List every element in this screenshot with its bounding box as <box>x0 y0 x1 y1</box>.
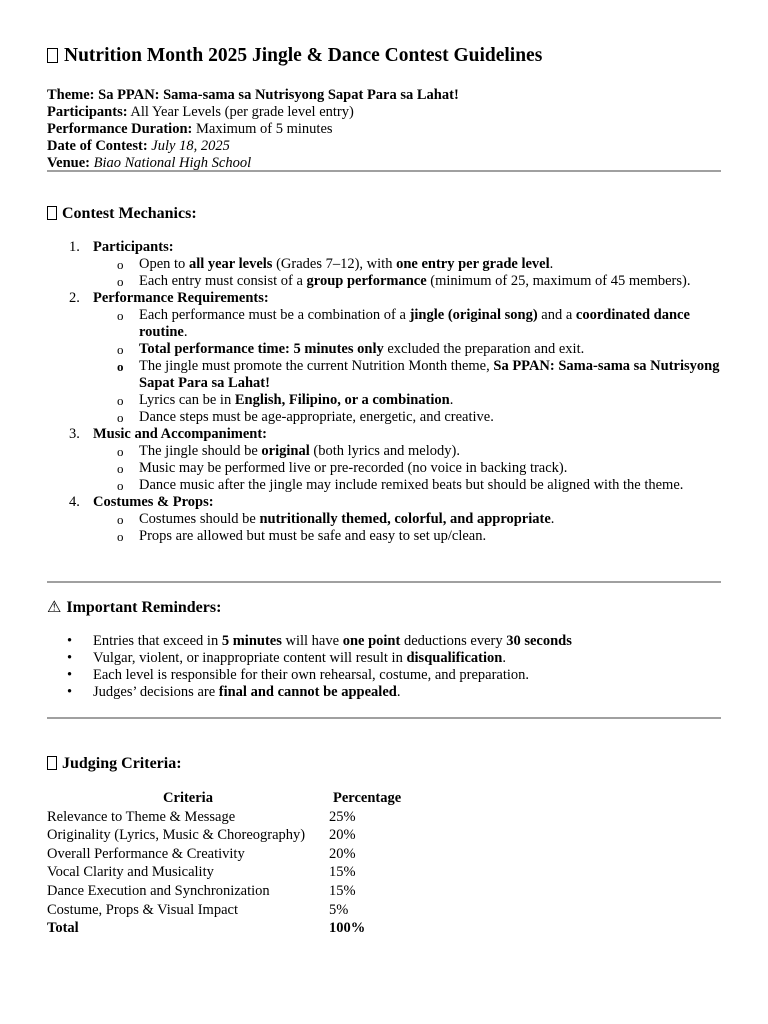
table-row <box>47 882 401 901</box>
text: excluded the preparation and exit. <box>383 341 585 357</box>
percentage-cell: 25% <box>329 808 356 825</box>
participants-value: All Year Levels (per grade level entry) <box>130 104 354 120</box>
text-bold: one point <box>342 633 401 649</box>
percentage-cell: 5% <box>329 901 349 918</box>
table-row <box>47 901 401 920</box>
venue-label: Venue: <box>47 155 90 171</box>
list-item <box>93 341 721 358</box>
text: Lyrics can be in <box>139 392 235 408</box>
theme-line <box>47 87 721 104</box>
text-bold: one entry per grade level <box>396 256 550 272</box>
percentage-cell: 20% <box>329 827 356 844</box>
contest-info <box>47 87 721 172</box>
list-item <box>93 477 721 494</box>
text: (both lyrics and melody). <box>309 443 460 459</box>
mechanics-list <box>47 239 721 545</box>
text: Costumes should be <box>139 511 260 527</box>
judging-heading-text: Judging Criteria: <box>62 755 182 772</box>
text: The jingle must promote the current Nutrition Month theme, <box>139 358 494 374</box>
criteria-cell: Costume, Props & Visual Impact <box>47 901 238 918</box>
text: Each level is responsible for their own rehearsal, costume, and preparation. <box>93 667 530 683</box>
date-label: Date of Contest: <box>47 138 148 154</box>
list-item <box>93 528 721 545</box>
reminders-heading <box>47 598 221 618</box>
duration-value: Maximum of 5 minutes <box>195 121 333 137</box>
list-item <box>93 511 721 528</box>
column-header-criteria: Criteria <box>163 790 213 806</box>
divider <box>47 581 721 583</box>
text: (Grades 7–12), with <box>272 256 397 272</box>
section-number: 1. <box>69 239 80 255</box>
text-bold: all year levels <box>188 256 273 272</box>
venue-value: Biao National High School <box>93 155 252 171</box>
text: Dance steps must be age-appropriate, energetic, and creative. <box>139 409 494 425</box>
list-item <box>47 650 721 667</box>
text-bold: nutritionally themed, colorful, and appropriate <box>259 511 551 527</box>
text-bold: final and cannot be appealed <box>218 684 397 700</box>
list-item <box>93 358 721 392</box>
duration-label: Performance Duration: <box>47 121 193 137</box>
mechanics-section-performance <box>47 290 721 426</box>
participants-line <box>47 104 721 121</box>
text-bold: disqualification <box>406 650 503 666</box>
text-bold: coordinated dance routine <box>139 307 690 340</box>
text-bold: English, Filipino, or a combination <box>234 392 450 408</box>
theme-value: Sa PPAN: Sama-sama sa Nutrisyong Sapat Para sa Lahat! <box>98 87 459 103</box>
list-item <box>47 633 721 650</box>
text: Music may be performed live or pre-recorded (no voice in backing track). <box>139 460 568 476</box>
total-value: 100% <box>329 920 366 937</box>
list-item <box>47 684 721 701</box>
text: (minimum of 25, maximum of 45 members). <box>426 273 691 289</box>
judging-heading <box>47 754 182 774</box>
table-total-row <box>47 919 401 938</box>
criteria-cell: Dance Execution and Synchronization <box>47 882 270 899</box>
mechanics-section-music <box>47 426 721 494</box>
criteria-cell: Overall Performance & Creativity <box>47 845 245 862</box>
column-header-percentage: Percentage <box>333 790 402 806</box>
text: Judges’ decisions are <box>93 684 219 700</box>
text: . <box>502 650 506 666</box>
list-item <box>93 409 721 426</box>
text: and a <box>537 307 576 323</box>
mechanics-heading <box>47 204 197 224</box>
text: will have <box>281 633 343 649</box>
sub-list <box>93 256 721 290</box>
section-title: Participants: <box>93 239 174 255</box>
table-row <box>47 863 401 882</box>
divider <box>47 717 721 719</box>
missing-glyph-icon <box>47 206 57 220</box>
total-label: Total <box>47 920 79 937</box>
section-title: Costumes & Props: <box>93 494 214 510</box>
sub-list <box>93 307 721 426</box>
section-title: Performance Requirements: <box>93 290 269 306</box>
text-bold: 5 minutes <box>221 633 282 649</box>
sub-list <box>93 511 721 545</box>
participants-label: Participants: <box>47 104 128 120</box>
page-title <box>47 44 542 68</box>
text: . <box>449 392 454 408</box>
section-number: 4. <box>69 494 80 510</box>
percentage-cell: 20% <box>329 845 356 862</box>
list-item <box>93 273 721 290</box>
page-title-text: Nutrition Month 2025 Jingle & Dance Contest Guidelines <box>64 45 543 66</box>
percentage-cell: 15% <box>329 882 356 899</box>
table-row <box>47 808 401 827</box>
reminders-list <box>47 633 721 701</box>
list-item <box>93 443 721 460</box>
mechanics-section-costumes <box>47 494 721 545</box>
text-bold: Sa PPAN: Sama-sama sa Nutrisyong Sapat Para sa Lahat! <box>139 358 720 391</box>
list-item <box>93 392 721 409</box>
text: Props are allowed but must be safe and easy to set up/clean. <box>139 528 487 544</box>
judging-table <box>47 789 401 938</box>
theme-label: Theme: <box>47 87 95 103</box>
text-bold: group performance <box>306 273 427 289</box>
text: Open to <box>139 256 189 272</box>
criteria-cell: Originality (Lyrics, Music & Choreography) <box>47 827 306 844</box>
text: The jingle should be <box>139 443 262 459</box>
mechanics-heading-text: Contest Mechanics: <box>62 205 197 222</box>
text: Dance music after the jingle may include remixed beats but should be aligned with the theme. <box>139 477 684 493</box>
text: . <box>549 256 554 272</box>
duration-line <box>47 121 721 138</box>
section-number: 2. <box>69 290 80 306</box>
percentage-cell: 15% <box>329 864 356 881</box>
missing-glyph-icon <box>47 756 57 770</box>
section-title: Music and Accompaniment: <box>93 426 267 442</box>
list-item <box>93 256 721 273</box>
warning-icon: ⚠ <box>47 599 62 616</box>
text-bold: jingle (original song) <box>409 307 538 323</box>
date-value: July 18, 2025 <box>151 138 230 154</box>
missing-glyph-icon <box>47 48 58 63</box>
section-number: 3. <box>69 426 80 442</box>
text: . <box>550 511 555 527</box>
table-row <box>47 826 401 845</box>
divider <box>47 170 721 172</box>
table-row <box>47 845 401 864</box>
sub-list <box>93 443 721 494</box>
date-line <box>47 138 721 155</box>
text: Entries that exceed in <box>93 633 222 649</box>
table-header-row <box>47 789 401 808</box>
text-bold: original <box>261 443 310 459</box>
mechanics-section-participants <box>47 239 721 290</box>
criteria-cell: Relevance to Theme & Message <box>47 808 236 825</box>
text: Each performance must be a combination of a <box>139 307 410 323</box>
text: . <box>183 324 188 340</box>
criteria-cell: Vocal Clarity and Musicality <box>47 864 214 881</box>
text-bold: 30 seconds <box>506 633 572 649</box>
text: Each entry must consist of a <box>139 273 307 289</box>
text: deductions every <box>400 633 507 649</box>
text: Vulgar, violent, or inappropriate content will result in <box>93 650 407 666</box>
text: . <box>396 684 401 700</box>
list-item <box>93 307 721 341</box>
reminders-heading-text: Important Reminders: <box>66 599 222 616</box>
text-bold: Total performance time: 5 minutes only <box>139 341 384 357</box>
list-item <box>47 667 721 684</box>
list-item <box>93 460 721 477</box>
